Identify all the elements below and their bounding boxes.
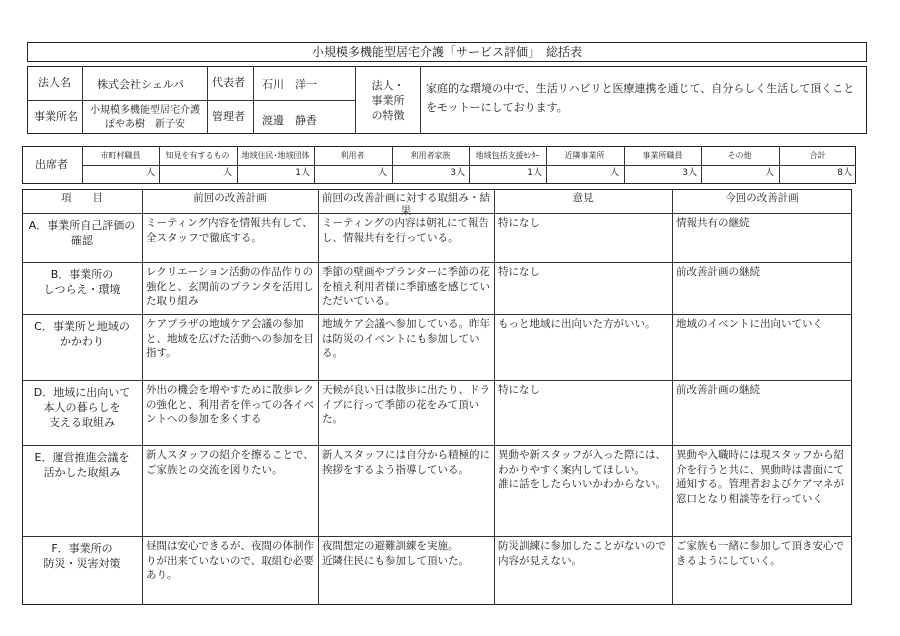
attendance-group-count: 人 [222,168,232,178]
row-next-plan: ご家族も一緒に参加して頂き安心できるようにしていく。 [676,540,844,567]
row-result: ミーティングの内容は朝礼にて報告し、情報共有を行っている。 [322,217,489,244]
row-result: 夜間想定の避難訓練を実施。 近隣住民にも参加して頂いた。 [322,540,469,567]
row-next-plan: 地域のイベントに出向いていく [676,318,823,330]
table-header: 前回の改善計画に対する取組み・結果 [322,192,490,217]
row-prev-plan: 昼間は安心できるが、夜間の体制作りが出来ていないので、取組む必要あり。 [146,540,314,581]
jigyosho-label: 事業所名 [34,110,78,123]
tokucho-value: 家庭的な環境の中で、生活リハビリと医療連携を通じて、自分らしく生活して頂くことをモットーにしております。 [426,82,855,114]
row-item-label: D．地域に出向いて 本人の暮らしを 支える取組み [33,386,131,429]
row-opinion: 防災訓練に参加したことがないので内容が見えない。 [498,540,666,567]
attendance-group-name: 知見を有するもの [165,151,230,160]
houjin-label: 法人名 [38,76,71,89]
row-prev-plan: ミーティング内容を情報共有して、全スタッフで徹底する。 [146,217,313,244]
attendance-group-count: 8人 [837,168,852,178]
row-prev-plan: ケアプラザの地域ケア会議の参加と、地域を広げた活動への参加を目指す。 [146,318,314,359]
attendance-group-count: 人 [764,168,774,178]
row-opinion: 特になし [498,266,540,278]
row-item-label: A．事業所自己評価の 確認 [28,219,136,247]
attendance-group-name: 地域住民･地域団体 [241,151,310,160]
attendance-label: 出席者 [35,158,68,171]
tokucho-label: 法人・ 事業所 の特徴 [371,79,405,122]
row-opinion: 異動や新スタッフが入った際には、わかりやすく案内してほしい。 誰に話をしたらいいかわからない。 [498,449,666,490]
table-header: 今回の改善計画 [725,192,799,204]
attendance-group-count: 3人 [682,168,697,178]
attendance-group-name: その他 [727,151,752,160]
attendance-group-name: 市町村職員 [100,151,141,160]
daihyo-value: 石川 洋一 [262,78,317,91]
row-next-plan: 異動や入職時には現スタッフから紹介を行うと共に、異動時は書面にて通知する。管理者およびケアマネが窓口となり相談等を行っていく [676,449,844,505]
attendance-group-count: 人 [377,168,387,178]
row-next-plan: 情報共有の継続 [676,217,750,229]
row-item-label: F．事業所の 防災・災害対策 [43,542,121,570]
row-result: 新人スタッフには自分から積極的に挨拶をするよう指導している。 [322,449,490,476]
houjin-value: 株式会社シェルパ [97,78,185,91]
row-prev-plan: 新人スタッフの紹介を擦ることで、ご家族との交流を図りたい。 [146,449,314,476]
attendance-group-count: 1人 [527,168,542,178]
page-title: 小規模多機能型居宅介護「サービス評価」 総括表 [311,45,582,59]
row-item-label: B．事業所の しつらえ・環境 [43,268,121,296]
attendance-group-name: 地域包括支援ｾﾝﾀｰ [475,151,540,160]
row-prev-plan: 外出の機会を増やすために散歩レクの強化と、利用者を伴っての各イベントへの参加を多くする [146,384,314,425]
row-next-plan: 前改善計画の継続 [676,266,760,278]
row-result: 天候が良い日は散歩に出たり、ドライブに行って季節の花をみて頂いた。 [322,384,490,425]
attendance-group-count: 人 [609,168,619,178]
attendance-group-name: 合計 [809,151,826,160]
attendance-group-count: 3人 [450,168,465,178]
row-result: 地域ケア会議へ参加している。昨年は防災のイベントにも参加している。 [322,318,490,359]
jigyosho-value: 小規模多機能型居宅介護 ぽやあ樹 新子安 [90,105,200,130]
attendance-group-name: 近隣事業所 [564,151,605,160]
kanri-value: 渡邊 静香 [262,114,317,127]
attendance-group-count: 1人 [295,168,310,178]
row-opinion: 特になし [498,217,540,229]
table-header: 意見 [572,192,594,204]
row-item-label: E．運営推進会議を 活かした取組み [34,451,130,479]
attendance-group-name: 利用者家族 [410,151,451,160]
row-item-label: C．事業所と地域の かかわり [34,320,130,348]
row-opinion: もっと地域に出向いた方がいい。 [498,318,656,330]
row-opinion: 特になし [498,384,540,396]
attendance-group-name: 事業所職員 [642,151,683,160]
daihyo-label: 代表者 [212,76,245,89]
table-header: 項 目 [61,192,103,204]
row-next-plan: 前改善計画の継続 [676,384,760,396]
kanri-label: 管理者 [212,110,245,123]
attendance-group-count: 人 [145,168,155,178]
row-result: 季節の壁画やプランターに季節の花を植え利用者様に季節感を感じていただいている。 [322,266,490,307]
table-header: 前回の改善計画 [193,192,267,204]
attendance-group-name: 利用者 [340,151,365,160]
row-prev-plan: レクリエーション活動の作品作りの強化と、玄関前のプランタを活用した取り組み [146,266,314,307]
